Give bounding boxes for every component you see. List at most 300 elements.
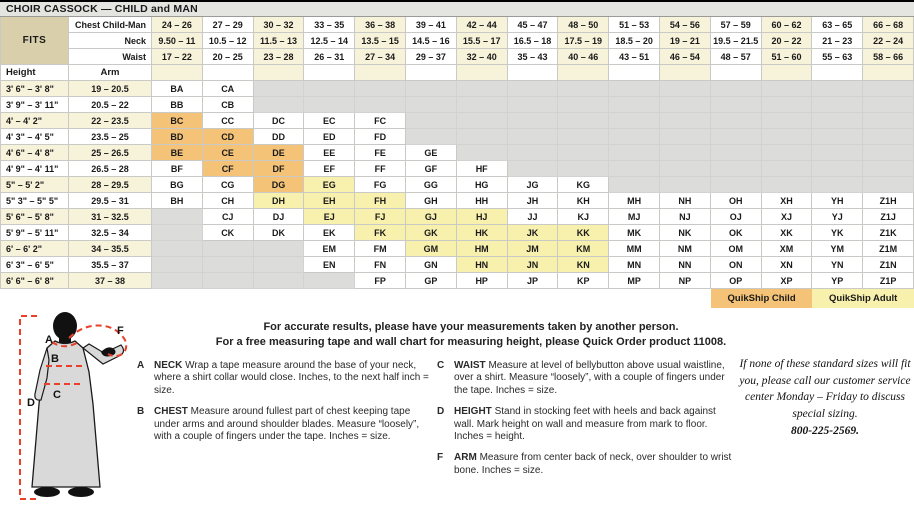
intro-line-1: For accurate results, please have your measurements taken by another person. bbox=[263, 321, 679, 333]
arm-column-header: Arm bbox=[69, 65, 152, 81]
empty-cell bbox=[457, 145, 508, 161]
waist-range: 23 – 28 bbox=[254, 49, 305, 65]
empty-cell bbox=[660, 145, 711, 161]
label-b: B bbox=[51, 353, 59, 365]
empty-cell bbox=[762, 97, 813, 113]
height-range: 4' 6" – 4' 8" bbox=[0, 145, 69, 161]
header-filler-cell bbox=[304, 65, 355, 81]
size-code-cell: FG bbox=[355, 177, 406, 193]
empty-cell bbox=[457, 129, 508, 145]
size-code-cell: DD bbox=[254, 129, 305, 145]
chart-title: CHOIR CASSOCK — CHILD and MAN bbox=[0, 0, 914, 17]
empty-cell bbox=[711, 161, 762, 177]
empty-cell bbox=[762, 113, 813, 129]
empty-cell bbox=[355, 81, 406, 97]
empty-cell bbox=[660, 177, 711, 193]
size-code-cell: JJ bbox=[508, 209, 559, 225]
neck-range: 10.5 – 12 bbox=[203, 33, 254, 49]
empty-cell bbox=[406, 81, 457, 97]
empty-cell bbox=[812, 177, 863, 193]
waist-range: 58 – 66 bbox=[863, 49, 914, 65]
empty-cell bbox=[304, 81, 355, 97]
size-code-cell: MK bbox=[609, 225, 660, 241]
fits-label: FITS bbox=[0, 17, 69, 65]
arm-range: 37 – 38 bbox=[69, 273, 152, 289]
height-range: 4' 9" – 4' 11" bbox=[0, 161, 69, 177]
instructions-column-left bbox=[137, 360, 431, 452]
empty-cell bbox=[660, 113, 711, 129]
neck-range: 14.5 – 16 bbox=[406, 33, 457, 49]
size-code-cell: KJ bbox=[558, 209, 609, 225]
size-code-cell: GP bbox=[406, 273, 457, 289]
neck-range: 21 – 23 bbox=[812, 33, 863, 49]
size-code-cell: MH bbox=[609, 193, 660, 209]
size-code-cell: JK bbox=[508, 225, 559, 241]
size-code-cell: FD bbox=[355, 129, 406, 145]
special-sizing-note bbox=[737, 356, 913, 439]
empty-cell bbox=[508, 129, 559, 145]
size-code-cell: XH bbox=[762, 193, 813, 209]
size-code-cell: YH bbox=[812, 193, 863, 209]
neck-range: 17.5 – 19 bbox=[558, 33, 609, 49]
empty-cell bbox=[254, 241, 305, 257]
size-code-cell: DG bbox=[254, 177, 305, 193]
header-filler-cell bbox=[863, 65, 914, 81]
empty-cell bbox=[508, 97, 559, 113]
chest-range: 33 – 35 bbox=[304, 17, 355, 33]
instruction-text: CHEST Measure around fullest part of chest keeping tape under arms and around shoulder blades. Measure “loosely”, with a couple of fingers under the tape. Inches = size. bbox=[154, 406, 420, 442]
size-code-cell: GH bbox=[406, 193, 457, 209]
empty-cell bbox=[254, 97, 305, 113]
size-code-cell: CF bbox=[203, 161, 254, 177]
chest-range: 57 – 59 bbox=[711, 17, 762, 33]
size-code-cell: YN bbox=[812, 257, 863, 273]
size-code-cell: KM bbox=[558, 241, 609, 257]
arm-range: 35.5 – 37 bbox=[69, 257, 152, 273]
height-column-header: Height bbox=[0, 65, 69, 81]
instruction-chest bbox=[137, 406, 431, 443]
label-c: C bbox=[53, 389, 61, 401]
size-code-cell: Z1M bbox=[863, 241, 914, 257]
size-code-cell: ED bbox=[304, 129, 355, 145]
empty-cell bbox=[254, 81, 305, 97]
empty-cell bbox=[558, 97, 609, 113]
waist-range: 32 – 40 bbox=[457, 49, 508, 65]
empty-cell bbox=[558, 145, 609, 161]
waist-range: 20 – 25 bbox=[203, 49, 254, 65]
instruction-waist bbox=[437, 360, 737, 397]
empty-cell bbox=[609, 113, 660, 129]
empty-cell bbox=[152, 209, 203, 225]
chest-range: 54 – 56 bbox=[660, 17, 711, 33]
empty-cell bbox=[711, 113, 762, 129]
size-code-cell: NN bbox=[660, 257, 711, 273]
height-range: 5" 3" – 5" 5" bbox=[0, 193, 69, 209]
size-code-cell: Z1P bbox=[863, 273, 914, 289]
empty-cell bbox=[508, 145, 559, 161]
empty-cell bbox=[812, 161, 863, 177]
empty-cell bbox=[558, 81, 609, 97]
height-range: 5' 9" – 5' 11" bbox=[0, 225, 69, 241]
chest-range: 51 – 53 bbox=[609, 17, 660, 33]
size-code-cell: MM bbox=[609, 241, 660, 257]
neck-range: 18.5 – 20 bbox=[609, 33, 660, 49]
size-code-cell: FP bbox=[355, 273, 406, 289]
size-code-cell: NJ bbox=[660, 209, 711, 225]
size-code-cell: CG bbox=[203, 177, 254, 193]
size-code-cell: FH bbox=[355, 193, 406, 209]
arm-range: 22 – 23.5 bbox=[69, 113, 152, 129]
size-code-cell: FK bbox=[355, 225, 406, 241]
instruction-term: HEIGHT bbox=[454, 406, 495, 418]
empty-cell bbox=[406, 129, 457, 145]
size-code-cell: BF bbox=[152, 161, 203, 177]
chest-range: 60 – 62 bbox=[762, 17, 813, 33]
height-range: 4' 3" – 4' 5" bbox=[0, 129, 69, 145]
waist-range: 51 – 60 bbox=[762, 49, 813, 65]
empty-cell bbox=[863, 81, 914, 97]
size-code-cell: JM bbox=[508, 241, 559, 257]
size-code-cell: KK bbox=[558, 225, 609, 241]
legend-quikship-adult: QuikShip Adult bbox=[812, 289, 914, 308]
size-code-cell: CD bbox=[203, 129, 254, 145]
instruction-term: NECK bbox=[154, 360, 186, 371]
waist-range: 17 – 22 bbox=[152, 49, 203, 65]
label-d: D bbox=[27, 397, 35, 409]
size-code-cell: FN bbox=[355, 257, 406, 273]
header-filler-cell bbox=[254, 65, 305, 81]
empty-cell bbox=[508, 81, 559, 97]
neck-range: 19 – 21 bbox=[660, 33, 711, 49]
intro-text bbox=[135, 320, 807, 350]
size-code-cell: BB bbox=[152, 97, 203, 113]
arm-range: 28 – 29.5 bbox=[69, 177, 152, 193]
size-code-cell: GE bbox=[406, 145, 457, 161]
chest-range: 27 – 29 bbox=[203, 17, 254, 33]
size-code-cell: YJ bbox=[812, 209, 863, 225]
size-code-cell: DE bbox=[254, 145, 305, 161]
size-code-cell: JH bbox=[508, 193, 559, 209]
chest-range: 24 – 26 bbox=[152, 17, 203, 33]
size-code-cell: NP bbox=[660, 273, 711, 289]
empty-cell bbox=[660, 81, 711, 97]
instruction-arm bbox=[437, 452, 737, 477]
empty-cell bbox=[660, 129, 711, 145]
size-code-cell: XJ bbox=[762, 209, 813, 225]
size-code-cell: HH bbox=[457, 193, 508, 209]
size-code-cell: MP bbox=[609, 273, 660, 289]
empty-cell bbox=[203, 273, 254, 289]
size-code-cell: Z1N bbox=[863, 257, 914, 273]
size-code-cell: NM bbox=[660, 241, 711, 257]
empty-cell bbox=[812, 81, 863, 97]
size-code-cell: BD bbox=[152, 129, 203, 145]
size-code-cell: YM bbox=[812, 241, 863, 257]
size-code-cell: HP bbox=[457, 273, 508, 289]
size-code-cell: CA bbox=[203, 81, 254, 97]
empty-cell bbox=[660, 161, 711, 177]
waist-range: 35 – 43 bbox=[508, 49, 559, 65]
size-code-cell: BC bbox=[152, 113, 203, 129]
instruction-text: NECK Wrap a tape measure around the base of your neck, where a shirt collar would close. Inches, to the next half inch = size. bbox=[154, 360, 429, 396]
empty-cell bbox=[762, 177, 813, 193]
empty-cell bbox=[812, 113, 863, 129]
empty-cell bbox=[863, 177, 914, 193]
size-code-cell: NH bbox=[660, 193, 711, 209]
arm-range: 23.5 – 25 bbox=[69, 129, 152, 145]
header-filler-cell bbox=[406, 65, 457, 81]
size-code-cell: ON bbox=[711, 257, 762, 273]
waist-range: 46 – 54 bbox=[660, 49, 711, 65]
height-range: 6' – 6' 2" bbox=[0, 241, 69, 257]
empty-cell bbox=[812, 145, 863, 161]
size-code-cell: JP bbox=[508, 273, 559, 289]
arm-range: 32.5 – 34 bbox=[69, 225, 152, 241]
size-code-cell: HG bbox=[457, 177, 508, 193]
size-code-cell: OM bbox=[711, 241, 762, 257]
size-code-cell: YP bbox=[812, 273, 863, 289]
size-code-cell: GN bbox=[406, 257, 457, 273]
size-code-cell: MN bbox=[609, 257, 660, 273]
height-range: 3' 6" – 3' 8" bbox=[0, 81, 69, 97]
empty-cell bbox=[863, 145, 914, 161]
size-code-cell: HN bbox=[457, 257, 508, 273]
header-filler-cell bbox=[558, 65, 609, 81]
size-code-cell: DC bbox=[254, 113, 305, 129]
empty-cell bbox=[508, 113, 559, 129]
height-range: 6' 6" – 6' 8" bbox=[0, 273, 69, 289]
chest-range: 63 – 65 bbox=[812, 17, 863, 33]
instruction-text: ARM Measure from center back of neck, over shoulder to wrist bone. Inches = size. bbox=[454, 452, 732, 476]
size-code-cell: EM bbox=[304, 241, 355, 257]
empty-cell bbox=[609, 81, 660, 97]
neck-range: 13.5 – 15 bbox=[355, 33, 406, 49]
size-code-cell: CB bbox=[203, 97, 254, 113]
chest-range: 36 – 38 bbox=[355, 17, 406, 33]
cassock-measurement-illustration bbox=[5, 310, 135, 506]
size-code-cell: HK bbox=[457, 225, 508, 241]
instruction-neck bbox=[137, 360, 431, 397]
empty-cell bbox=[863, 129, 914, 145]
waist-range: 29 – 37 bbox=[406, 49, 457, 65]
size-code-cell: EK bbox=[304, 225, 355, 241]
size-code-cell: Z1J bbox=[863, 209, 914, 225]
size-code-cell: OP bbox=[711, 273, 762, 289]
waist-range: 40 – 46 bbox=[558, 49, 609, 65]
size-code-cell: Z1H bbox=[863, 193, 914, 209]
arm-range: 31 – 32.5 bbox=[69, 209, 152, 225]
size-code-cell: EH bbox=[304, 193, 355, 209]
neck-range: 12.5 – 14 bbox=[304, 33, 355, 49]
size-code-cell: DJ bbox=[254, 209, 305, 225]
size-code-cell: JG bbox=[508, 177, 559, 193]
empty-cell bbox=[254, 257, 305, 273]
instruction-letter: B bbox=[137, 406, 145, 418]
instruction-letter: C bbox=[437, 360, 445, 371]
size-code-cell: GM bbox=[406, 241, 457, 257]
size-code-cell: KN bbox=[558, 257, 609, 273]
size-code-cell: FE bbox=[355, 145, 406, 161]
instructions-column-middle bbox=[437, 360, 737, 486]
size-code-cell: GG bbox=[406, 177, 457, 193]
label-a: A bbox=[45, 334, 53, 346]
waist-range: 26 – 31 bbox=[304, 49, 355, 65]
instruction-text: WAIST Measure at level of bellybutton above usual waistline, over a shirt. Measure “loosely”, with a couple of fingers under the tape. Inches = size. bbox=[454, 360, 725, 396]
special-sizing-text: If none of these standard sizes will fit you, please call our customer service center Monday – Friday to discuss special sizing. bbox=[739, 358, 911, 421]
empty-cell bbox=[863, 113, 914, 129]
size-code-cell: XK bbox=[762, 225, 813, 241]
size-code-cell: FC bbox=[355, 113, 406, 129]
neck-range: 20 – 22 bbox=[762, 33, 813, 49]
instruction-letter: A bbox=[137, 360, 145, 371]
size-code-cell: GJ bbox=[406, 209, 457, 225]
size-code-cell: KG bbox=[558, 177, 609, 193]
height-range: 4' – 4' 2" bbox=[0, 113, 69, 129]
waist-range: 55 – 63 bbox=[812, 49, 863, 65]
chest-range: 48 – 50 bbox=[558, 17, 609, 33]
header-filler-cell bbox=[812, 65, 863, 81]
size-code-cell: GF bbox=[406, 161, 457, 177]
empty-cell bbox=[863, 161, 914, 177]
empty-cell bbox=[609, 97, 660, 113]
header-filler-cell bbox=[660, 65, 711, 81]
header-filler-cell bbox=[152, 65, 203, 81]
size-code-cell: FF bbox=[355, 161, 406, 177]
size-code-cell: XP bbox=[762, 273, 813, 289]
waist-row-label: Waist bbox=[69, 49, 152, 65]
empty-cell bbox=[863, 97, 914, 113]
empty-cell bbox=[609, 145, 660, 161]
empty-cell bbox=[762, 145, 813, 161]
neck-range: 9.50 – 11 bbox=[152, 33, 203, 49]
empty-cell bbox=[812, 129, 863, 145]
waist-range: 27 – 34 bbox=[355, 49, 406, 65]
legend-quikship-child: QuikShip Child bbox=[711, 289, 813, 308]
size-code-cell: EF bbox=[304, 161, 355, 177]
size-code-cell: BA bbox=[152, 81, 203, 97]
header-filler-cell bbox=[457, 65, 508, 81]
size-code-cell: Z1K bbox=[863, 225, 914, 241]
size-code-cell: DK bbox=[254, 225, 305, 241]
size-code-cell: FM bbox=[355, 241, 406, 257]
size-code-cell: CE bbox=[203, 145, 254, 161]
instruction-text: HEIGHT Stand in stocking feet with heels and back against wall. Mark height on wall and measure from mark to floor. Inches = height. bbox=[454, 406, 716, 442]
size-code-cell: CJ bbox=[203, 209, 254, 225]
header-filler-cell bbox=[203, 65, 254, 81]
header-filler-cell bbox=[762, 65, 813, 81]
size-code-cell: GK bbox=[406, 225, 457, 241]
size-code-cell: EN bbox=[304, 257, 355, 273]
neck-range: 19.5 – 21.5 bbox=[711, 33, 762, 49]
empty-cell bbox=[304, 273, 355, 289]
neck-row-label: Neck bbox=[69, 33, 152, 49]
size-code-cell: BE bbox=[152, 145, 203, 161]
size-code-cell: EG bbox=[304, 177, 355, 193]
empty-cell bbox=[457, 113, 508, 129]
empty-cell bbox=[558, 161, 609, 177]
size-code-cell: XN bbox=[762, 257, 813, 273]
header-filler-cell bbox=[355, 65, 406, 81]
intro-line-2: For a free measuring tape and wall chart for measuring height, please Quick Order product 11008. bbox=[215, 335, 727, 348]
size-code-cell: XM bbox=[762, 241, 813, 257]
empty-cell bbox=[508, 161, 559, 177]
waist-range: 43 – 51 bbox=[609, 49, 660, 65]
arm-range: 29.5 – 31 bbox=[69, 193, 152, 209]
chest-range: 39 – 41 bbox=[406, 17, 457, 33]
size-code-cell: BH bbox=[152, 193, 203, 209]
size-code-cell: MJ bbox=[609, 209, 660, 225]
size-code-cell: OH bbox=[711, 193, 762, 209]
height-range: 5" – 5' 2" bbox=[0, 177, 69, 193]
empty-cell bbox=[254, 273, 305, 289]
empty-cell bbox=[152, 241, 203, 257]
empty-cell bbox=[609, 177, 660, 193]
arm-range: 34 – 35.5 bbox=[69, 241, 152, 257]
empty-cell bbox=[152, 273, 203, 289]
empty-cell bbox=[812, 97, 863, 113]
neck-range: 22 – 24 bbox=[863, 33, 914, 49]
empty-cell bbox=[558, 113, 609, 129]
size-code-cell: EJ bbox=[304, 209, 355, 225]
instruction-letter: F bbox=[437, 452, 444, 464]
arm-range: 20.5 – 22 bbox=[69, 97, 152, 113]
size-code-cell: HF bbox=[457, 161, 508, 177]
empty-cell bbox=[355, 97, 406, 113]
size-code-cell: CC bbox=[203, 113, 254, 129]
cassock-figure-icon bbox=[5, 310, 135, 506]
size-code-cell: HJ bbox=[457, 209, 508, 225]
neck-range: 11.5 – 13 bbox=[254, 33, 305, 49]
empty-cell bbox=[152, 225, 203, 241]
empty-cell bbox=[203, 241, 254, 257]
empty-cell bbox=[711, 145, 762, 161]
waist-range: 48 – 57 bbox=[711, 49, 762, 65]
chest-range: 45 – 47 bbox=[508, 17, 559, 33]
size-code-cell: OJ bbox=[711, 209, 762, 225]
size-code-cell: HM bbox=[457, 241, 508, 257]
empty-cell bbox=[304, 97, 355, 113]
empty-cell bbox=[711, 97, 762, 113]
empty-cell bbox=[558, 129, 609, 145]
empty-cell bbox=[660, 97, 711, 113]
empty-cell bbox=[457, 81, 508, 97]
arm-range: 19 – 20.5 bbox=[69, 81, 152, 97]
size-code-cell: JN bbox=[508, 257, 559, 273]
neck-range: 15.5 – 17 bbox=[457, 33, 508, 49]
empty-cell bbox=[762, 81, 813, 97]
empty-cell bbox=[711, 81, 762, 97]
chest-row-label: Chest Child-Man bbox=[69, 17, 152, 33]
size-code-cell: OK bbox=[711, 225, 762, 241]
empty-cell bbox=[609, 129, 660, 145]
instruction-term: ARM bbox=[454, 452, 480, 464]
size-code-cell: CK bbox=[203, 225, 254, 241]
chest-range: 42 – 44 bbox=[457, 17, 508, 33]
empty-cell bbox=[457, 97, 508, 113]
size-code-cell: FJ bbox=[355, 209, 406, 225]
empty-cell bbox=[711, 177, 762, 193]
size-code-cell: KH bbox=[558, 193, 609, 209]
size-code-cell: CH bbox=[203, 193, 254, 209]
empty-cell bbox=[762, 129, 813, 145]
instruction-height bbox=[437, 406, 737, 443]
height-range: 3' 9" – 3' 11" bbox=[0, 97, 69, 113]
empty-cell bbox=[203, 257, 254, 273]
header-filler-cell bbox=[609, 65, 660, 81]
label-f: F bbox=[117, 325, 124, 337]
size-code-cell: NK bbox=[660, 225, 711, 241]
neck-range: 16.5 – 18 bbox=[508, 33, 559, 49]
